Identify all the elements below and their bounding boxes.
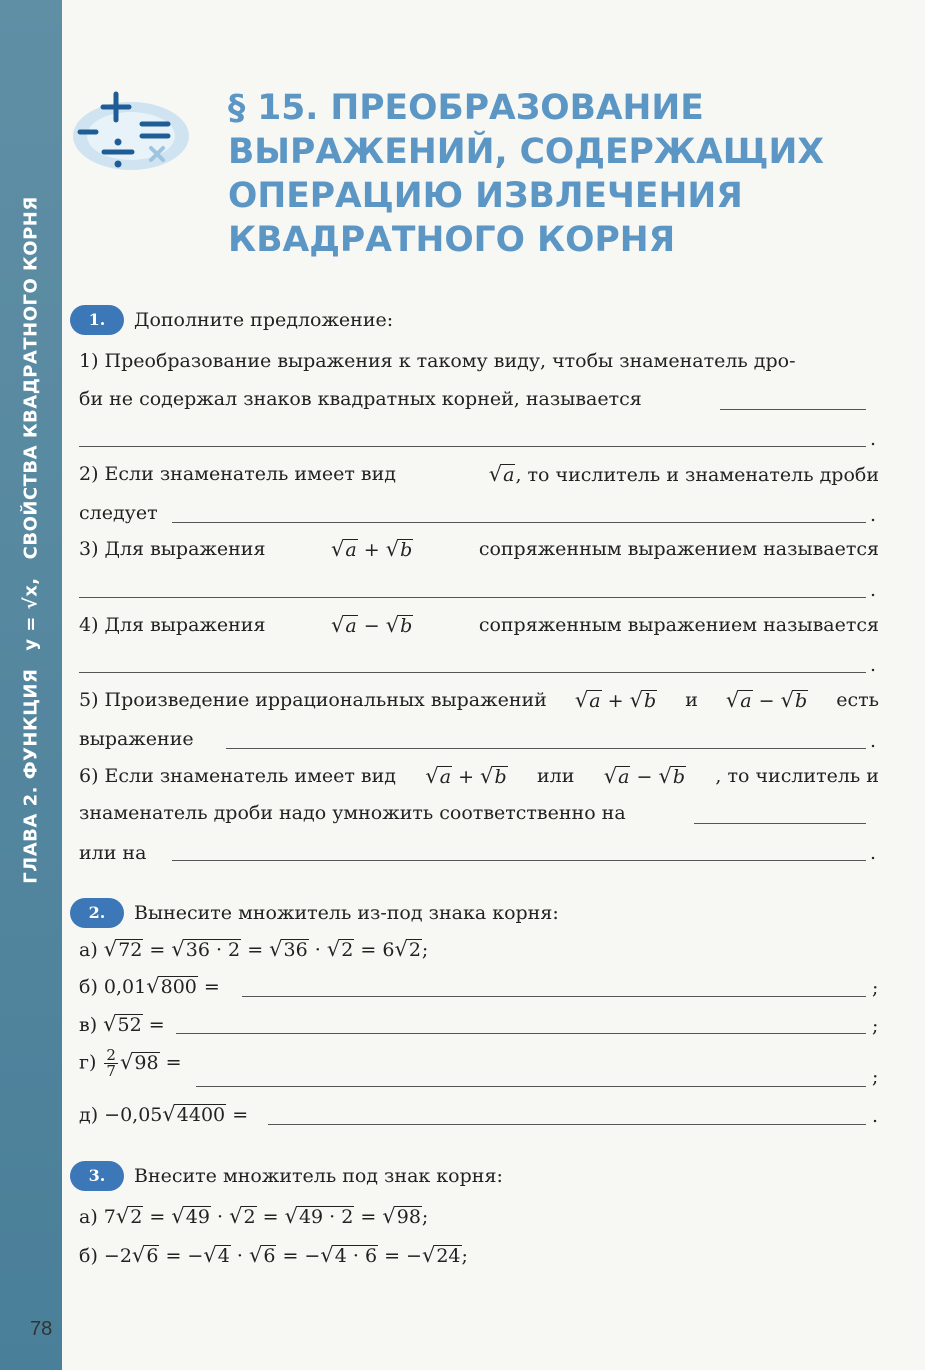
task-instruction: Внесите множитель под знак корня: xyxy=(134,1165,503,1187)
sentence-3-line-1: 3) Для выражения √a + √b сопряженным выражением называется xyxy=(79,537,879,561)
sentence-5-line-2: выражение xyxy=(79,728,194,750)
chapter-sidebar-text xyxy=(21,196,42,883)
sentence-6-line-2: знаменатель дроби надо умножить соответственно на xyxy=(79,802,626,824)
section-title xyxy=(228,86,824,262)
exercise-2c: в) √52 = xyxy=(79,1012,165,1036)
task-number-badge: 2. xyxy=(70,898,124,928)
chapter-function: y = √x, xyxy=(20,577,42,651)
task-instruction: Вынесите множитель из-под знака корня: xyxy=(134,902,559,924)
sentence-2-line-2: следует xyxy=(79,502,158,524)
answer-blank[interactable] xyxy=(79,597,866,598)
answer-blank[interactable] xyxy=(196,1086,866,1087)
sentence-1-line-1: 1) Преобразование выражения к такому виду, чтобы знаменатель дро- xyxy=(79,350,796,372)
answer-blank[interactable] xyxy=(172,522,866,523)
answer-blank[interactable] xyxy=(226,748,866,749)
math-operations-icon xyxy=(66,84,196,184)
task-3-header xyxy=(70,1161,503,1191)
sentence-5-line-1: 5) Произведение иррациональных выражений √a + √b и √a − √b есть xyxy=(79,688,879,712)
sentence-6-line-3: или на xyxy=(79,842,147,864)
answer-blank[interactable] xyxy=(268,1124,866,1125)
title-line: ВЫРАЖЕНИЙ, СОДЕРЖАЩИХ xyxy=(228,132,824,172)
page-number: 78 xyxy=(30,1318,53,1340)
sentence-6-line-1: 6) Если знаменатель имеет вид √a + √b или √a − √b , то числитель и xyxy=(79,764,879,788)
exercise-2d: г) $\frac{2}{7}$ √98 = xyxy=(79,1046,182,1080)
title-line: ОПЕРАЦИЮ ИЗВЛЕЧЕНИЯ xyxy=(228,176,743,216)
answer-blank[interactable] xyxy=(242,996,866,997)
answer-blank[interactable] xyxy=(172,860,866,861)
example-2a: а) √72 = √36 · 2 = √36 · √2 = 6√2; xyxy=(79,937,429,961)
title-line: КВАДРАТНОГО КОРНЯ xyxy=(228,220,676,260)
chapter-topic: СВОЙСТВА КВАДРАТНОГО КОРНЯ xyxy=(20,196,42,560)
answer-blank[interactable] xyxy=(176,1033,866,1034)
answer-blank[interactable] xyxy=(694,823,866,824)
answer-blank[interactable] xyxy=(79,446,866,447)
task-number-badge: 3. xyxy=(70,1161,124,1191)
task-instruction: Дополните предложение: xyxy=(134,309,394,331)
chapter-title: ГЛАВА 2. ФУНКЦИЯ xyxy=(20,668,42,884)
example-3b: б) −2√6 = −√4 · √6 = −√4 · 6 = −√24; xyxy=(79,1243,468,1267)
task-1-header xyxy=(70,305,393,335)
answer-blank[interactable] xyxy=(720,409,866,410)
title-line: § 15. ПРЕОБРАЗОВАНИЕ xyxy=(228,88,704,128)
exercise-2b: б) 0,01√800 = xyxy=(79,974,220,998)
sentence-4-line-1: 4) Для выражения √a − √b сопряженным выражением называется xyxy=(79,613,879,637)
example-3a: а) 7√2 = √49 · √2 = √49 · 2 = √98; xyxy=(79,1204,429,1228)
sentence-2-line-1: 2) Если знаменатель имеет вид √a, то числитель и знаменатель дроби xyxy=(79,462,879,486)
answer-blank[interactable] xyxy=(79,672,866,673)
chapter-sidebar xyxy=(0,0,62,1370)
exercise-2e: д) −0,05√4400 = xyxy=(79,1102,249,1126)
sentence-1-line-2: би не содержал знаков квадратных корней, называется xyxy=(79,388,642,410)
task-2-header xyxy=(70,898,559,928)
task-number-badge: 1. xyxy=(70,305,124,335)
